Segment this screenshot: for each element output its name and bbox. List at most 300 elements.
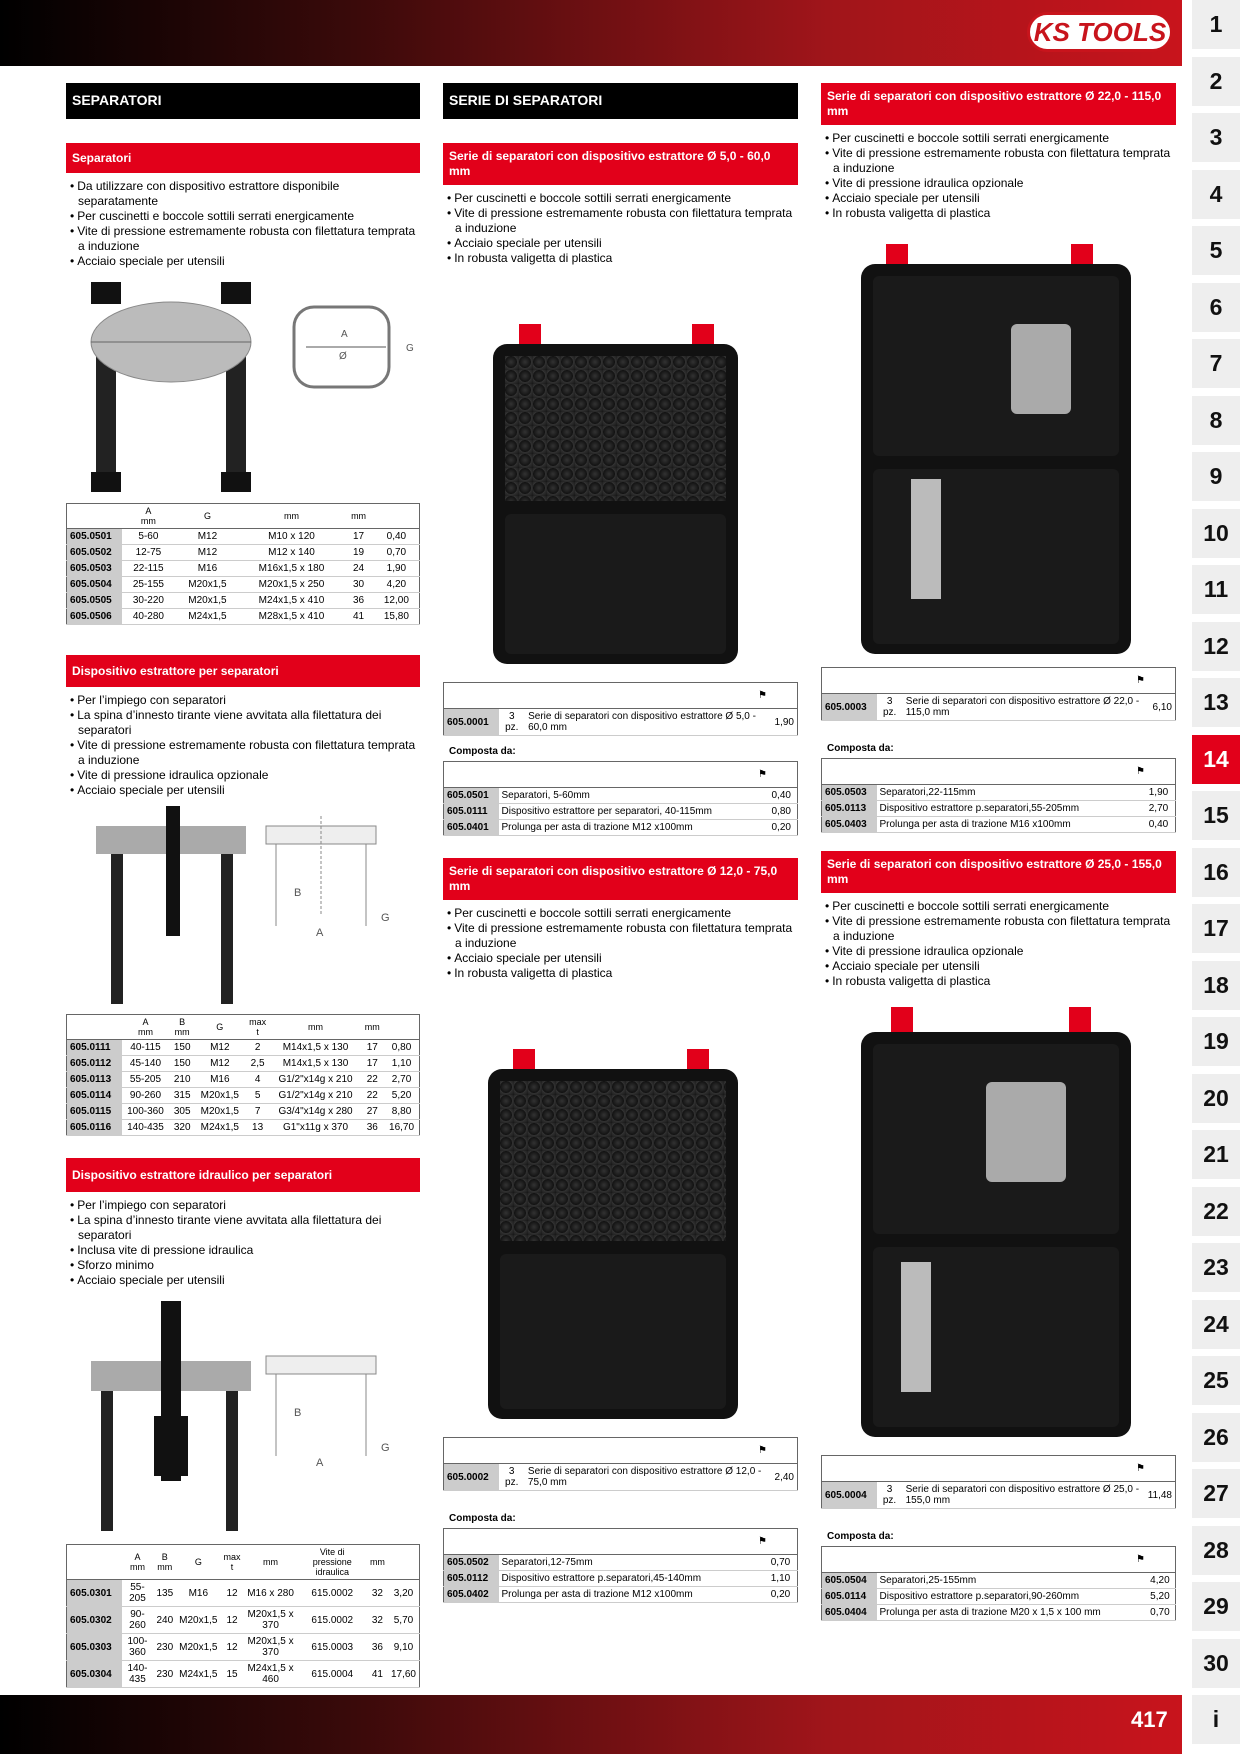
cell: M12 x 140 xyxy=(240,545,344,561)
article-number: 605.0112 xyxy=(67,1056,122,1072)
cell: M12 xyxy=(175,545,239,561)
bullet-item: • In robusta valigetta di plastica xyxy=(821,974,1176,989)
cell: 0,40 xyxy=(765,788,797,804)
cell: 3 pz. xyxy=(499,1464,525,1491)
composition-label: Composta da: xyxy=(449,746,516,757)
bullet-item: • Per cuscinetti e boccole sottili serrati energicamente xyxy=(443,906,798,921)
table-row xyxy=(67,577,420,593)
column-header xyxy=(384,1015,419,1040)
table-row xyxy=(822,1589,1176,1605)
cell: Serie di separatori con dispositivo estrattore Ø 25,0 - 155,0 mm xyxy=(903,1482,1145,1509)
article-number: 605.0502 xyxy=(444,1555,499,1571)
cell: 25-155 xyxy=(122,577,176,593)
cell: 0,70 xyxy=(374,545,420,561)
spec-table xyxy=(66,503,420,625)
cell: 45-140 xyxy=(122,1056,170,1072)
subsection-title: Dispositivo estrattore per separatori xyxy=(66,655,420,687)
table-row xyxy=(67,529,420,545)
composition-table: ⚑ 605.0504 Separatori,25-155mm 4,20 605.0114 Dispositivo estrattore p.separatori,90-260mm 5,20 605.0404 Prolunga per asta di trazione M20 x 1,5 x 100 mm 0,70 xyxy=(821,1546,1176,1621)
case-image xyxy=(443,274,798,674)
table-row xyxy=(444,709,798,736)
cell: 36 xyxy=(361,1120,385,1136)
chapter-tab-17[interactable]: 17 xyxy=(1192,904,1240,957)
cell: 36 xyxy=(367,1634,388,1661)
table-row xyxy=(444,1555,798,1571)
article-number: 605.0113 xyxy=(822,801,877,817)
chapter-tab-18[interactable]: 18 xyxy=(1192,961,1240,1014)
cell: Separatori,12-75mm xyxy=(499,1555,764,1571)
chapter-tab-4[interactable]: 4 xyxy=(1192,170,1240,223)
cell: 8,80 xyxy=(384,1104,419,1120)
chapter-tab-19[interactable]: 19 xyxy=(1192,1017,1240,1070)
cell: 150 xyxy=(169,1040,194,1056)
cell: 1,90 xyxy=(1142,785,1176,801)
chapter-tab-2[interactable]: 2 xyxy=(1192,57,1240,110)
cell: 12 xyxy=(221,1607,244,1634)
cell: M16 x 280 xyxy=(244,1580,298,1607)
cell: 40-115 xyxy=(122,1040,170,1056)
cell: 12 xyxy=(221,1634,244,1661)
column-header: G xyxy=(176,1545,220,1580)
cell: 2,40 xyxy=(772,1464,798,1491)
cell: 2 xyxy=(245,1040,271,1056)
cell: M28x1,5 x 410 xyxy=(240,609,344,625)
bullet-list xyxy=(66,1198,420,1288)
cell: M24x1,5 x 410 xyxy=(240,593,344,609)
column-header xyxy=(388,1545,420,1580)
chapter-tab-30[interactable]: 30 xyxy=(1192,1639,1240,1692)
cell: Dispositivo estrattore per separatori, 40-115mm xyxy=(499,804,766,820)
cell: 12 xyxy=(221,1580,244,1607)
cell: 5-60 xyxy=(122,529,176,545)
table-row xyxy=(67,1580,420,1607)
chapter-tab-25[interactable]: 25 xyxy=(1192,1356,1240,1409)
cell: 1,10 xyxy=(384,1056,419,1072)
article-number: 605.0113 xyxy=(67,1072,122,1088)
table-row xyxy=(822,1605,1176,1621)
bullet-list xyxy=(443,191,798,266)
cell: Separatori,22-115mm xyxy=(877,785,1142,801)
case-image xyxy=(821,997,1176,1447)
cell: 40-280 xyxy=(122,609,176,625)
column-serie-large xyxy=(821,83,1176,1621)
cell: 240 xyxy=(153,1607,176,1634)
cell: M20x1,5 xyxy=(175,593,239,609)
cell: 2,5 xyxy=(245,1056,271,1072)
svg-text:Ø: Ø xyxy=(339,351,347,362)
chapter-tab-5[interactable]: 5 xyxy=(1192,226,1240,279)
column-header: Vite di pressione idraulica xyxy=(298,1545,367,1580)
article-number: 605.0501 xyxy=(444,788,499,804)
cell: M14x1,5 x 130 xyxy=(271,1040,361,1056)
spec-table xyxy=(66,1014,420,1136)
bullet-item: • Acciaio speciale per utensili xyxy=(66,254,420,269)
bullet-item: • Inclusa vite di pressione idraulica xyxy=(66,1243,420,1258)
cell: 41 xyxy=(367,1661,388,1688)
cell: 11,48 xyxy=(1145,1482,1176,1509)
composition-table: ⚑ 605.0503 Separatori,22-115mm 1,90 605.0113 Dispositivo estrattore p.separatori,55-205mm 2,70 605.0403 Prolunga per asta di trazione M16 x100mm 0,40 xyxy=(821,758,1176,833)
column-header: B mm xyxy=(153,1545,176,1580)
cell: 140-435 xyxy=(122,1661,154,1688)
table-row xyxy=(822,1482,1176,1509)
cell: 30-220 xyxy=(122,593,176,609)
table-row xyxy=(67,561,420,577)
cell: 17 xyxy=(361,1040,385,1056)
subsection-title: Serie di separatori con dispositivo estrattore Ø 22,0 - 115,0 mm xyxy=(821,83,1176,125)
article-number: 605.0112 xyxy=(444,1571,499,1587)
cell: 22 xyxy=(361,1072,385,1088)
bullet-item: • Vite di pressione idraulica opzionale xyxy=(821,176,1176,191)
chapter-tab-27[interactable]: 27 xyxy=(1192,1469,1240,1522)
cell: Prolunga per asta di trazione M12 x100mm xyxy=(499,1587,764,1603)
cell: M20x1,5 xyxy=(195,1088,245,1104)
cell: 7 xyxy=(245,1104,271,1120)
cell: M20x1,5 xyxy=(195,1104,245,1120)
cell: Separatori,25-155mm xyxy=(877,1573,1145,1589)
table-row xyxy=(444,1464,798,1491)
composition-label: Composta da: xyxy=(449,1513,516,1524)
cell: 0,20 xyxy=(765,820,797,836)
chapter-tab-13[interactable]: 13 xyxy=(1192,678,1240,731)
cell: 140-435 xyxy=(122,1120,170,1136)
composition-label: Composta da: xyxy=(827,1531,894,1542)
table-row xyxy=(444,820,798,836)
cell: Prolunga per asta di trazione M12 x100mm xyxy=(499,820,766,836)
column-separatori xyxy=(66,83,420,1688)
hydraulic-puller-drawing xyxy=(66,1296,420,1536)
case-image xyxy=(821,229,1176,659)
cell: M14x1,5 x 130 xyxy=(271,1056,361,1072)
cell: 2,70 xyxy=(384,1072,419,1088)
chapter-tab-24[interactable]: 24 xyxy=(1192,1300,1240,1353)
cell: 17 xyxy=(343,529,373,545)
separator-drawing xyxy=(66,277,420,495)
chapter-tab-7[interactable]: 7 xyxy=(1192,339,1240,392)
table-row xyxy=(444,1587,798,1603)
table-row xyxy=(67,1072,420,1088)
cell: G1/2"x14g x 210 xyxy=(271,1088,361,1104)
product-image-hydraulic-puller xyxy=(66,1296,420,1536)
cell: 15,80 xyxy=(374,609,420,625)
cell: 5,20 xyxy=(384,1088,419,1104)
cell: 230 xyxy=(153,1661,176,1688)
product-image-puller xyxy=(66,806,420,1006)
table-row xyxy=(67,1661,420,1688)
cell: 30 xyxy=(343,577,373,593)
article-number: 605.0111 xyxy=(67,1040,122,1056)
table-row xyxy=(444,1571,798,1587)
table-row xyxy=(67,609,420,625)
chapter-tab-9[interactable]: 9 xyxy=(1192,452,1240,505)
subsection-title: Separatori xyxy=(66,143,420,173)
bullet-item: • Acciaio speciale per utensili xyxy=(443,236,798,251)
cell: 210 xyxy=(169,1072,194,1088)
chapter-tab-i[interactable]: i xyxy=(1192,1695,1240,1748)
cell: M16 xyxy=(176,1580,220,1607)
bullet-list xyxy=(66,179,420,269)
table-row xyxy=(67,1088,420,1104)
svg-text:B: B xyxy=(294,887,302,899)
cell: 0,40 xyxy=(1142,817,1176,833)
cell: 100-360 xyxy=(122,1104,170,1120)
chapter-tab-26[interactable]: 26 xyxy=(1192,1413,1240,1466)
cell: 16,70 xyxy=(384,1120,419,1136)
cell: 0,40 xyxy=(374,529,420,545)
bullet-list xyxy=(821,131,1176,221)
bullet-item: • Vite di pressione estremamente robusta con filettatura temprata a induzione xyxy=(821,914,1176,944)
bullet-item: • Vite di pressione estremamente robusta con filettatura temprata a induzione xyxy=(443,206,798,236)
chapter-tab-22[interactable]: 22 xyxy=(1192,1187,1240,1240)
article-number: 605.0403 xyxy=(822,817,877,833)
section-title: SERIE DI SEPARATORI xyxy=(443,83,798,119)
article-number: 605.0001 xyxy=(444,709,499,736)
chapter-tab-3[interactable]: 3 xyxy=(1192,113,1240,166)
bullet-list xyxy=(443,906,798,981)
cell: 0,70 xyxy=(1145,1605,1176,1621)
cell: M20x1,5 x 370 xyxy=(244,1634,298,1661)
column-header: G xyxy=(195,1015,245,1040)
chapter-tab-21[interactable]: 21 xyxy=(1192,1130,1240,1183)
cell: M24x1,5 x 460 xyxy=(244,1661,298,1688)
column-header: mm xyxy=(271,1015,361,1040)
cell: 5 xyxy=(245,1088,271,1104)
chapter-tab-11[interactable]: 11 xyxy=(1192,565,1240,618)
svg-text:G: G xyxy=(381,912,390,924)
cell: Serie di separatori con dispositivo estrattore Ø 5,0 - 60,0 mm xyxy=(525,709,771,736)
bullet-item: • Vite di pressione idraulica opzionale xyxy=(66,768,420,783)
cell: 90-260 xyxy=(122,1088,170,1104)
bullet-item: • Vite di pressione estremamente robusta con filettatura temprata a induzione xyxy=(443,921,798,951)
composition-table: ⚑ 605.0502 Separatori,12-75mm 0,70 605.0112 Dispositivo estrattore p.separatori,45-140mm 1,10 605.0402 Prolunga per asta di trazione M12 x100mm 0,20 xyxy=(443,1528,798,1603)
chapter-tab-6[interactable]: 6 xyxy=(1192,283,1240,336)
bullet-item: • Per cuscinetti e boccole sottili serrati energicamente xyxy=(821,131,1176,146)
cell: 22-115 xyxy=(122,561,176,577)
cell: 13 xyxy=(245,1120,271,1136)
composition-label: Composta da: xyxy=(827,743,894,754)
cell: M24x1,5 xyxy=(176,1661,220,1688)
column-header: G xyxy=(175,504,239,529)
cell: 0,80 xyxy=(384,1040,419,1056)
cell: 3 pz. xyxy=(877,694,903,721)
table-row xyxy=(822,801,1176,817)
cell: 4 xyxy=(245,1072,271,1088)
cell: M12 xyxy=(175,529,239,545)
cell: Dispositivo estrattore p.separatori,45-140mm xyxy=(499,1571,764,1587)
cell: 135 xyxy=(153,1580,176,1607)
cell: 12-75 xyxy=(122,545,176,561)
cell: 1,90 xyxy=(374,561,420,577)
bullet-list xyxy=(66,693,420,798)
article-number: 605.0115 xyxy=(67,1104,122,1120)
chapter-tab-15[interactable]: 15 xyxy=(1192,791,1240,844)
cell: M16x1,5 x 180 xyxy=(240,561,344,577)
cell: 32 xyxy=(367,1580,388,1607)
cell: 12,00 xyxy=(374,593,420,609)
bullet-item: • Acciaio speciale per utensili xyxy=(66,1273,420,1288)
cell: 19 xyxy=(343,545,373,561)
table-row xyxy=(822,785,1176,801)
composition-table: ⚑ 605.0501 Separatori, 5-60mm 0,40 605.0111 Dispositivo estrattore per separatori, 40-115mm 0,80 605.0401 Prolunga per asta di trazione M12 x100mm 0,20 xyxy=(443,761,798,836)
bullet-item: • In robusta valigetta di plastica xyxy=(443,966,798,981)
cell: 230 xyxy=(153,1634,176,1661)
bullet-item: • Vite di pressione estremamente robusta con filettatura temprata a induzione xyxy=(66,224,420,254)
bullet-item: • Acciaio speciale per utensili xyxy=(821,191,1176,206)
subsection-title: Serie di separatori con dispositivo estrattore Ø 5,0 - 60,0 mm xyxy=(443,143,798,185)
chapter-tab-8[interactable]: 8 xyxy=(1192,396,1240,449)
article-number: 605.0116 xyxy=(67,1120,122,1136)
chapter-tab-29[interactable]: 29 xyxy=(1192,1582,1240,1635)
article-number: 605.0504 xyxy=(67,577,122,593)
set-table: ⚑ 605.0004 3 pz. Serie di separatori con dispositivo estrattore Ø 25,0 - 155,0 mm 11,48 xyxy=(821,1455,1176,1509)
cell: Serie di separatori con dispositivo estrattore Ø 22,0 - 115,0 mm xyxy=(903,694,1150,721)
chapter-tab-23[interactable]: 23 xyxy=(1192,1243,1240,1296)
bullet-item: • Acciaio speciale per utensili xyxy=(821,959,1176,974)
cell: 6,10 xyxy=(1150,694,1176,721)
bullet-item: • Vite di pressione idraulica opzionale xyxy=(821,944,1176,959)
cell: 150 xyxy=(169,1056,194,1072)
cell: 9,10 xyxy=(388,1634,420,1661)
cell: 315 xyxy=(169,1088,194,1104)
cell: Serie di separatori con dispositivo estrattore Ø 12,0 - 75,0 mm xyxy=(525,1464,772,1491)
section-title: SEPARATORI xyxy=(66,83,420,119)
svg-text:G: G xyxy=(381,1442,390,1454)
cell: 1,90 xyxy=(772,709,798,736)
cell: M24x1,5 xyxy=(175,609,239,625)
cell: 615.0003 xyxy=(298,1634,367,1661)
article-number: 605.0401 xyxy=(444,820,499,836)
bullet-item: • Acciaio speciale per utensili xyxy=(443,951,798,966)
page-number: 417 xyxy=(1131,1707,1168,1732)
cell: M16 xyxy=(175,561,239,577)
article-number: 605.0304 xyxy=(67,1661,122,1688)
cell: 615.0004 xyxy=(298,1661,367,1688)
set-table: ⚑ 605.0001 3 pz. Serie di separatori con dispositivo estrattore Ø 5,0 - 60,0 mm 1,90 xyxy=(443,682,798,736)
article-number: 605.0303 xyxy=(67,1634,122,1661)
chapter-tab-16[interactable]: 16 xyxy=(1192,848,1240,901)
column-header: A mm xyxy=(122,504,176,529)
bullet-item: • Per cuscinetti e boccole sottili serrati energicamente xyxy=(443,191,798,206)
bullet-item: • Per cuscinetti e boccole sottili serrati energicamente xyxy=(821,899,1176,914)
svg-text:B: B xyxy=(294,1407,302,1419)
bullet-item: • La spina d’innesto tirante viene avvitata alla filettatura dei separatori xyxy=(66,1213,420,1243)
article-number: 605.0004 xyxy=(822,1482,877,1509)
svg-text:A: A xyxy=(341,329,348,340)
cell: 1,10 xyxy=(764,1571,798,1587)
article-number: 605.0003 xyxy=(822,694,877,721)
column-header: max t xyxy=(245,1015,271,1040)
cell: 320 xyxy=(169,1120,194,1136)
table-row xyxy=(67,1040,420,1056)
chapter-tab-12[interactable]: 12 xyxy=(1192,622,1240,675)
cell: 32 xyxy=(367,1607,388,1634)
svg-text:A: A xyxy=(316,927,324,939)
cell: 615.0002 xyxy=(298,1607,367,1634)
case-image xyxy=(443,989,798,1429)
article-number: 605.0501 xyxy=(67,529,122,545)
svg-text:A: A xyxy=(316,1457,324,1469)
article-number: 605.0503 xyxy=(822,785,877,801)
svg-text:G: G xyxy=(406,343,414,354)
cell: M20x1,5 xyxy=(175,577,239,593)
article-number: 605.0502 xyxy=(67,545,122,561)
cell: 3 pz. xyxy=(877,1482,903,1509)
article-number: 605.0504 xyxy=(822,1573,877,1589)
cell: M16 xyxy=(195,1072,245,1088)
cell: 24 xyxy=(343,561,373,577)
spec-table xyxy=(66,1544,420,1688)
table-row xyxy=(822,1573,1176,1589)
column-header: A mm xyxy=(122,1545,154,1580)
cell: 3 pz. xyxy=(499,709,526,736)
chapter-tab-20[interactable]: 20 xyxy=(1192,1074,1240,1127)
cell: 90-260 xyxy=(122,1607,154,1634)
cell: 3,20 xyxy=(388,1580,420,1607)
table-row xyxy=(444,804,798,820)
chapter-tab-14[interactable]: 14 xyxy=(1192,735,1240,788)
bullet-item: • Per l’impiego con separatori xyxy=(66,1198,420,1213)
chapter-tab-10[interactable]: 10 xyxy=(1192,509,1240,562)
column-header: mm xyxy=(367,1545,388,1580)
cell: M20x1,5 xyxy=(176,1634,220,1661)
cell: 27 xyxy=(361,1104,385,1120)
table-row xyxy=(67,1607,420,1634)
cell: 17 xyxy=(361,1056,385,1072)
bullet-item: • In robusta valigetta di plastica xyxy=(443,251,798,266)
cell: M24x1,5 xyxy=(195,1120,245,1136)
table-row xyxy=(67,545,420,561)
column-header: mm xyxy=(244,1545,298,1580)
cell: 0,70 xyxy=(764,1555,798,1571)
article-number: 605.0503 xyxy=(67,561,122,577)
cell: 17,60 xyxy=(388,1661,420,1688)
bullet-item: • Sforzo minimo xyxy=(66,1258,420,1273)
article-number: 605.0114 xyxy=(67,1088,122,1104)
chapter-tab-28[interactable]: 28 xyxy=(1192,1526,1240,1579)
cell: Separatori, 5-60mm xyxy=(499,788,766,804)
header-bar xyxy=(0,0,1182,66)
subsection-title: Serie di separatori con dispositivo estrattore Ø 25,0 - 155,0 mm xyxy=(821,851,1176,893)
cell: 22 xyxy=(361,1088,385,1104)
cell: Dispositivo estrattore p.separatori,55-205mm xyxy=(877,801,1142,817)
cell: M10 x 120 xyxy=(240,529,344,545)
column-serie xyxy=(443,83,798,1603)
chapter-tab-1[interactable]: 1 xyxy=(1192,0,1240,53)
table-row xyxy=(444,788,798,804)
article-number: 605.0114 xyxy=(822,1589,877,1605)
column-header xyxy=(374,504,420,529)
bullet-item: • La spina d’innesto tirante viene avvitata alla filettatura dei separatori xyxy=(66,708,420,738)
column-header: max t xyxy=(221,1545,244,1580)
column-header: mm xyxy=(240,504,344,529)
table-row xyxy=(67,1056,420,1072)
cell: G1/2"x14g x 210 xyxy=(271,1072,361,1088)
cell: 15 xyxy=(221,1661,244,1688)
cell: 100-360 xyxy=(122,1634,154,1661)
cell: Prolunga per asta di trazione M16 x100mm xyxy=(877,817,1142,833)
footer-bar xyxy=(0,1695,1182,1754)
bullet-item: • Da utilizzare con dispositivo estrattore disponibile separatamente xyxy=(66,179,420,209)
column-header: mm xyxy=(361,1015,385,1040)
cell: G1"x11g x 370 xyxy=(271,1120,361,1136)
bullet-item: • Vite di pressione estremamente robusta con filettatura temprata a induzione xyxy=(66,738,420,768)
article-number: 605.0302 xyxy=(67,1607,122,1634)
cell: 41 xyxy=(343,609,373,625)
cell: 0,80 xyxy=(765,804,797,820)
bullet-item: • Acciaio speciale per utensili xyxy=(66,783,420,798)
cell: M12 xyxy=(195,1056,245,1072)
brand-logo: KS TOOLS xyxy=(1027,12,1173,52)
cell: M20x1,5 x 250 xyxy=(240,577,344,593)
